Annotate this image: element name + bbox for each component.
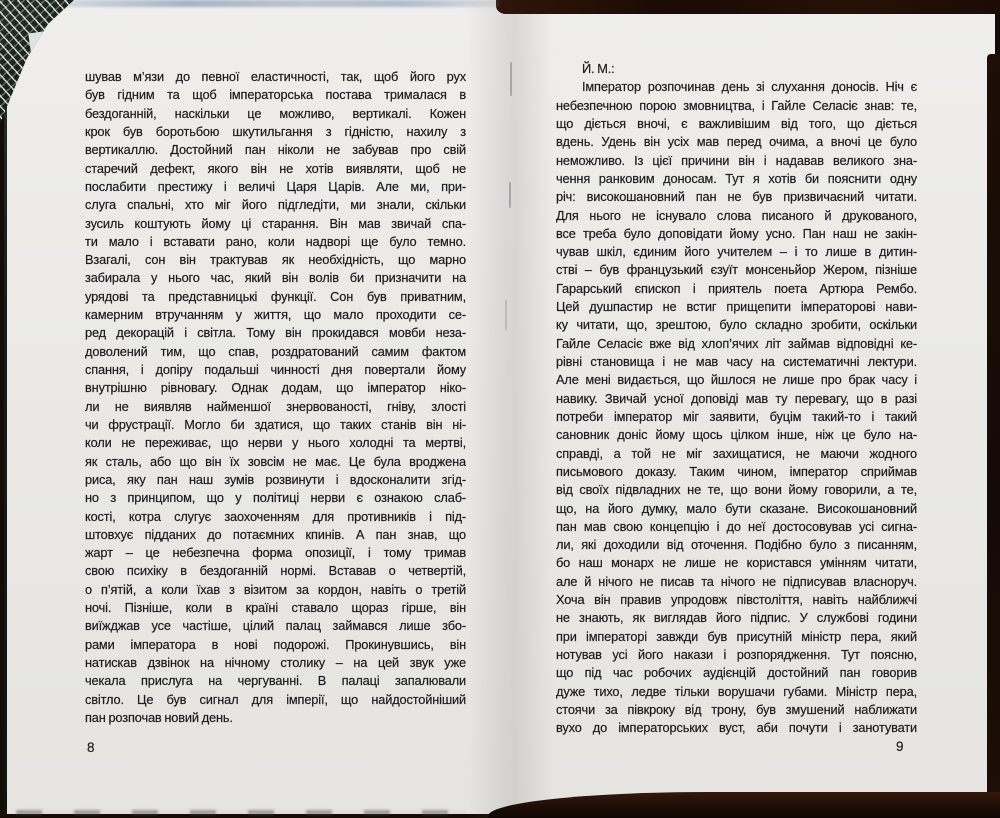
text-line: Цей душпастир не встиг прищепити імператорові нави-	[556, 299, 917, 315]
text-line: сановник доніс йому щось цілком інше, ніж це було на-	[556, 427, 917, 443]
text-line: що діється вночі, є важливішим від того, що діється	[556, 115, 917, 131]
table-edge-top	[496, 0, 1000, 14]
text-line: письмового доказу. Таким чином, імператор сприймав	[556, 463, 917, 479]
text-line: свою психіку в бездоганній нормі. Вставав о четвертій,	[85, 563, 466, 579]
text-line: чи фрустрації. Могло би здатися, що таких станів він ні-	[85, 416, 466, 432]
text-line: ли, які доходили від оточення. Подібно було з писанням,	[556, 537, 917, 553]
text-line: навику. Звичай усної доповіді мав ту перевагу, що в разі	[556, 390, 917, 406]
text-line: Хоча він правив упродовж півстоліття, навіть найближчі	[556, 592, 917, 608]
text-line: дуже тихо, ледве тільки ворушачи губами. Міністр пера,	[556, 683, 917, 699]
left-page-number: 8	[87, 740, 95, 755]
text-line: чував шкіл, єдиним його учителем – і то лише в дитин-	[556, 244, 917, 260]
text-line: вухо до імператорських вуст, аби почути і занотувати	[556, 720, 917, 736]
text-line: ночі. Пізніше, коли в країні ставало щораз гірше, він	[85, 600, 466, 616]
text-line: ли не виявляв найменшої знервованості, гніву, злості	[85, 398, 466, 414]
text-line: як сталь, або що він їх зовсім не має. Це була вроджена	[85, 453, 466, 469]
page-stack-edge-line	[4, 38, 7, 814]
text-line: бо наш монарх не лише не користався умінням читати,	[556, 555, 917, 571]
text-line: забирала у нього час, який він волів би призначити на	[85, 270, 466, 286]
text-line: камерним втручанням у життя, що мало проходити се-	[85, 307, 466, 323]
text-line: крок був боротьбою шкутильгання з гідністю, нахилу з	[85, 123, 466, 139]
text-line: Й. М.:	[582, 61, 615, 76]
text-line: що під час робочих аудієнцій достойний пан говорив	[556, 665, 917, 681]
text-line: справді, а той не міг захищатися, не маючи жодного	[556, 445, 917, 461]
page-top-smudge	[62, 0, 500, 7]
text-line: коли не переживає, що нерви у нього холодні та мертві,	[85, 435, 466, 451]
text-line: доволений тим, що спав, роздратований самим фактом	[85, 343, 466, 359]
text-line: зусиль коштують йому ці старання. Він мав звичай спа-	[85, 215, 466, 231]
text-line: Взагалі, сон він трактував як необхідність, що марно	[85, 252, 466, 268]
right-page-number: 9	[896, 739, 904, 754]
text-line: світло. Це був сигнал для імперії, що найдостойніший	[85, 691, 466, 707]
text-line: річ: високошановний пан не був призвичаєний читати.	[556, 189, 917, 205]
text-line: Для нього не існувало слова писаного й друкованого,	[556, 207, 917, 223]
left-page-text	[85, 69, 466, 728]
text-line: кості, котра слугує заохоченням для противників і під-	[85, 508, 466, 524]
book-gutter-shadow	[468, 0, 554, 818]
text-line: неможливо. Із цієї причини він і надавав великого зна-	[556, 152, 917, 168]
text-line: потреби імператор міг заявити, буцім такий-то і такий	[556, 408, 917, 424]
text-line: нотував усі його накази і розпорядження. Тут поясню,	[556, 647, 917, 662]
text-line: був гідним та щоб імператорська постава трималася в	[85, 87, 466, 103]
text-line: бездоганній, наскільки це можливо, вертикалі. Кожен	[85, 105, 466, 121]
text-line: урядові та представницькі функції. Сон був приватним,	[85, 288, 466, 304]
text-line: о п’ятій, а коли їхав з візитом за кордон, навіть о третій	[85, 581, 466, 597]
text-line: слуга спальні, хто міг його підгледіти, ми знали, скільки	[85, 197, 466, 213]
text-line: ку читати, що, зрештою, було складно зробити, оскільки	[556, 317, 917, 333]
text-line: штовхує підданих до потаємних кпинів. А пан знав, що	[85, 526, 466, 542]
text-line: Гарарський єпископ і приятель поета Артюра Рембо.	[556, 280, 917, 296]
text-line: жарт – це небезпечна форма опозиції, і тому тримав	[85, 545, 466, 561]
text-line: не знають, як виглядав його підпис. У службові години	[556, 610, 917, 626]
right-page-text	[556, 61, 917, 739]
text-line: внутрішню рівновагу. Однак додам, що імператор ніко-	[85, 380, 466, 396]
text-line: послабити престижу і величі Царя Царів. Але ми, при-	[85, 178, 466, 194]
text-line: старечий дефект, якого він не хотів виявляти, щоб не	[85, 160, 466, 176]
text-line: пан мав свою концепцію і до неї достосовував усі сигна-	[556, 518, 917, 534]
text-line: виїжджав усе частіше, цілий палац займався лише збо-	[85, 618, 466, 634]
text-line: при імператорі завжди був присутній міністр пера, який	[556, 628, 917, 644]
text-line: чення ранковим доносам. Тут я хотів би пояснити одну	[556, 170, 917, 186]
text-line: Імператор розпочинав день зі слухання доносів. Ніч є	[582, 79, 917, 95]
text-line: вдень. Удень він усіх мав перед очима, а вночі це було	[556, 134, 917, 150]
gutter-mark	[510, 62, 512, 96]
text-line: риса, яку пан наш зумів розвинути і вдосконалити згід-	[85, 471, 466, 487]
text-line: спання, і допіру подальші чинності дня повертали йому	[85, 362, 466, 377]
text-line: все треба було доповідати йому усно. Пан наш не закін-	[556, 225, 917, 241]
table-edge-right	[987, 54, 1000, 818]
text-line: натискав дзвінок на нічному столику – на цей звук уже	[85, 655, 466, 670]
text-line: стві – був французький єзуїт монсеньйор Жером, пізніше	[556, 262, 917, 278]
text-line: Гайле Селасіє вже від хлоп’ячих літ займав відповідні ке-	[556, 335, 917, 351]
text-line: Але мені видається, що йшлося не лише про брак часу і	[556, 372, 917, 388]
text-line: вертикаллю. Достойний пан ніколи не забував про свій	[85, 142, 466, 158]
gutter-mark	[505, 300, 507, 330]
text-line: від своїх підвладних не те, що вони йому говорили, а те,	[556, 482, 917, 498]
text-line: небезпечною порою змовництва, і Гайле Селасіє знав: те,	[556, 97, 917, 113]
text-line: пан розпочав новий день.	[85, 709, 233, 725]
text-line: стоячи за півкроку від трону, був змушений наближати	[556, 701, 917, 717]
text-line: ти мало і вставати рано, коли надворі ще було темно.	[85, 233, 466, 249]
text-line: але й нічого не писав та нічого не підписував власноруч.	[556, 573, 917, 589]
text-line: ред декорацій і світла. Тому він прокидався мовби неза-	[85, 325, 466, 341]
text-line: чекала прислуга на чергуванні. В палаці запалювали	[85, 673, 466, 689]
text-line: рівні становища і не мав часу на систематичні лектури.	[556, 354, 917, 369]
page-bottom-smudge	[16, 810, 466, 815]
gutter-mark	[509, 182, 511, 208]
text-line: що, на його думку, мало бути сказане. Високошановний	[556, 500, 917, 516]
text-line: шував м’язи до певної еластичності, так, щоб його рух	[85, 69, 466, 84]
text-line: но з принципом, що у політиці нерви є ознакою слаб-	[85, 490, 466, 506]
text-line: рами імператора в нові подорожі. Прокинувшись, він	[85, 636, 466, 652]
